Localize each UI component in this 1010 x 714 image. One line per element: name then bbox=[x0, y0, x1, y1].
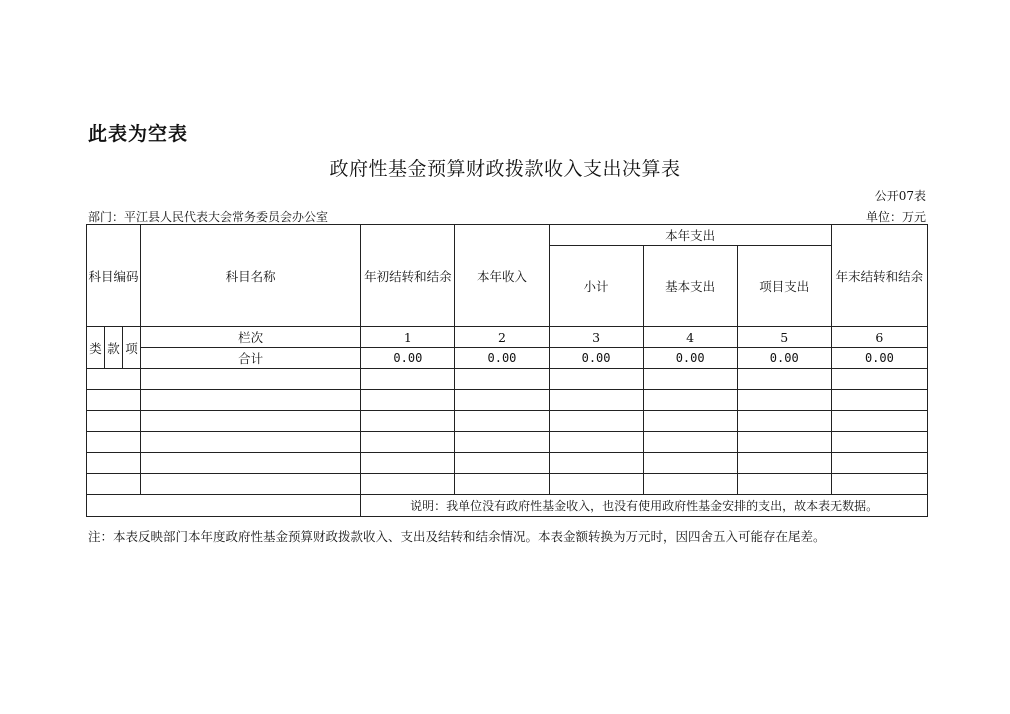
header-basic-expense: 基本支出 bbox=[643, 246, 737, 327]
row-seq-label: 栏次 bbox=[141, 327, 361, 348]
subheader-section: 款 bbox=[105, 327, 123, 369]
total-value: 0.00 bbox=[643, 348, 737, 369]
fund-budget-table bbox=[86, 224, 928, 517]
header-subject-name: 科目名称 bbox=[141, 225, 361, 327]
subheader-item: 项 bbox=[123, 327, 141, 369]
table-note: 说明：我单位没有政府性基金收入，也没有使用政府性基金安排的支出，故本表无数据。 bbox=[361, 495, 928, 517]
header-project-expense: 项目支出 bbox=[737, 246, 831, 327]
total-value: 0.00 bbox=[737, 348, 831, 369]
seq-cell: 5 bbox=[737, 327, 831, 348]
table-row bbox=[87, 411, 928, 432]
header-opening-balance: 年初结转和结余 bbox=[361, 225, 455, 327]
total-value: 0.00 bbox=[549, 348, 643, 369]
header-subtotal: 小计 bbox=[549, 246, 643, 327]
seq-cell: 6 bbox=[831, 327, 927, 348]
table-row bbox=[87, 432, 928, 453]
table-row bbox=[87, 369, 928, 390]
form-code: 公开07表 bbox=[874, 189, 926, 203]
total-label: 合计 bbox=[141, 348, 361, 369]
unit-label: 单位：万元 bbox=[865, 210, 926, 224]
department-label: 部门：平江县人民代表大会常务委员会办公室 bbox=[88, 210, 329, 224]
table-row bbox=[87, 474, 928, 495]
header-closing-balance: 年末结转和结余 bbox=[831, 225, 927, 327]
table-row bbox=[87, 390, 928, 411]
empty-table-notice: 此表为空表 bbox=[88, 123, 189, 145]
seq-cell: 1 bbox=[361, 327, 455, 348]
table-row bbox=[87, 453, 928, 474]
document-title: 政府性基金预算财政拨款收入支出决算表 bbox=[329, 158, 681, 180]
header-income: 本年收入 bbox=[455, 225, 549, 327]
footnote: 注：本表反映部门本年度政府性基金预算财政拨款收入、支出及结转和结余情况。本表金额转换为万元时，因四舍五入可能存在尾差。 bbox=[88, 529, 826, 544]
total-value: 0.00 bbox=[455, 348, 549, 369]
seq-cell: 2 bbox=[455, 327, 549, 348]
header-expense-group: 本年支出 bbox=[549, 225, 831, 246]
subheader-class: 类 bbox=[87, 327, 105, 369]
total-value: 0.00 bbox=[361, 348, 455, 369]
seq-cell: 3 bbox=[549, 327, 643, 348]
total-value: 0.00 bbox=[831, 348, 927, 369]
seq-cell: 4 bbox=[643, 327, 737, 348]
note-blank-cell bbox=[87, 495, 361, 517]
header-subject-code: 科目编码 bbox=[87, 225, 141, 327]
